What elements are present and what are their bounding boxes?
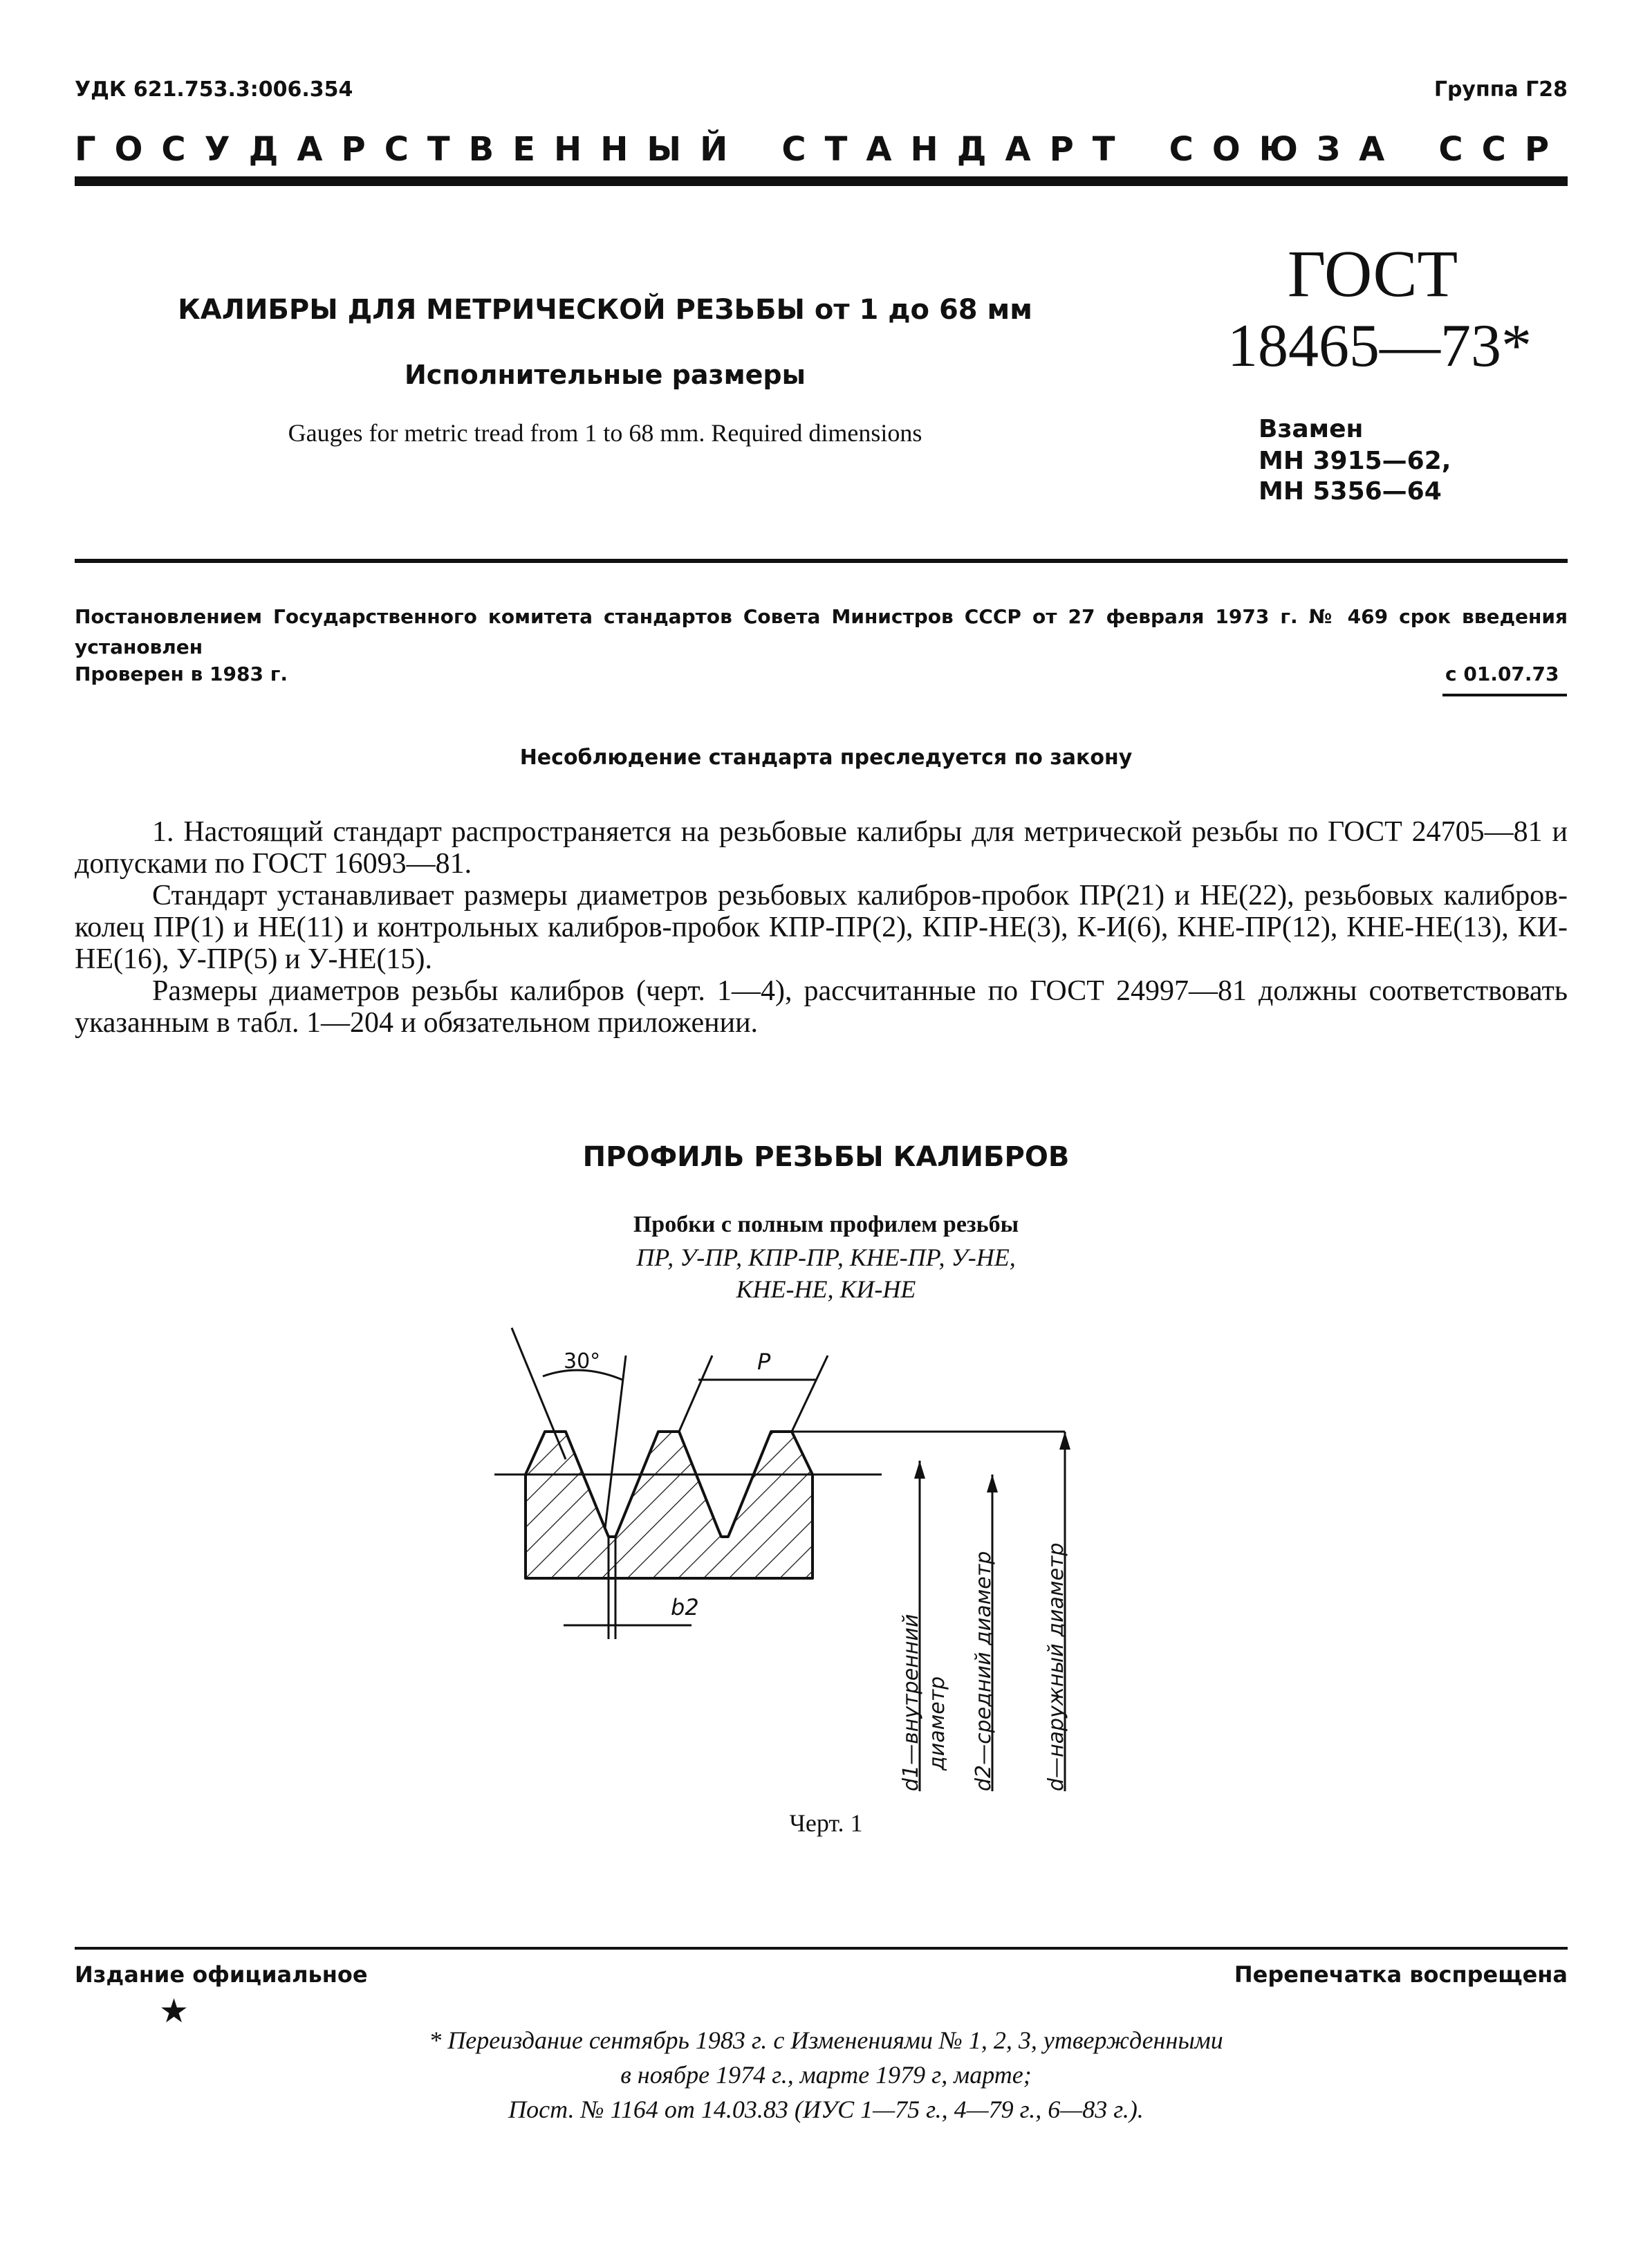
paragraph-3: Размеры диаметров резьбы калибров (черт. 1—4), рассчитанные по ГОСТ 24997—81 должны соответствовать указанным в табл. 1—204 и обязательном приложении. (75, 975, 1568, 1039)
footnote-line-1: * Переиздание сентябрь 1983 г. с Изменениями № 1, 2, 3, утвержденными (429, 2026, 1223, 2054)
replaced-standard: МН 5356—64 (1259, 477, 1442, 506)
d-arrowhead (1059, 1432, 1070, 1450)
thread-profile-drawing (484, 1314, 1176, 1798)
d1-label-2: диаметр (925, 1676, 949, 1771)
angle-leg-2 (605, 1356, 626, 1528)
pitch-ext-2 (792, 1356, 828, 1432)
checked-year: Проверен в 1983 г. (75, 663, 288, 685)
state-standard-banner (75, 130, 1568, 169)
b2-label: b2 (671, 1594, 699, 1620)
star-icon: ★ (159, 1992, 189, 2031)
replaces-list (1259, 446, 1451, 507)
pitch-label: P (757, 1349, 771, 1375)
figure-number: Черт. 1 (789, 1809, 863, 1837)
footnote-line-3: Пост. № 1164 от 14.03.83 (ИУС 1—75 г., 4—79 г., 6—83 г.). (508, 2096, 1144, 2123)
reissue-footnote (0, 2023, 1652, 2127)
d-label: d—наружный диаметр (1044, 1542, 1068, 1791)
replaces-label: Взамен (1259, 415, 1364, 443)
banner-word-2: СТАНДАРТ (781, 130, 1134, 169)
variants-line-1: ПР, У-ПР, КПР-ПР, КНЕ-ПР, У-НЕ, (636, 1244, 1016, 1271)
header-rule (75, 176, 1568, 186)
document-english-title: Gauges for metric tread from 1 to 68 mm. Required dimensions (288, 419, 922, 447)
angle-label: 30° (564, 1349, 601, 1374)
title-rule (75, 559, 1568, 563)
d2-label: d2—средний диаметр (972, 1551, 996, 1791)
law-notice: Несоблюдение стандарта преследуется по закону (519, 746, 1133, 770)
udk-code: УДК 621.753.3:006.354 (75, 77, 353, 102)
body-text (75, 816, 1568, 1039)
paragraph-1: 1. Настоящий стандарт распространяется на резьбовые калибры для метрической резьбы по ГОСТ 24705—81 и допусками по ГОСТ 16093—81. (75, 816, 1568, 880)
d1-label: d1—внутренний (899, 1614, 923, 1791)
banner-word-1: ГОСУДАРСТВЕННЫЙ (75, 130, 747, 169)
section-title: ПРОФИЛЬ РЕЗЬБЫ КАЛИБРОВ (582, 1141, 1070, 1173)
document-title: КАЛИБРЫ ДЛЯ МЕТРИЧЕСКОЙ РЕЗЬБЫ от 1 до 68 мм (178, 294, 1032, 326)
document-subtitle: Исполнительные размеры (404, 360, 806, 390)
paragraph-2: Стандарт устанавливает размеры диаметров резьбовых калибров-пробок ПР(21) и НЕ(22), резьбовых калибров-колец ПР(1) и НЕ(11) и контрольных калибров-пробок КПР-ПР(2), КПР-НЕ(3), К-И(6), КНЕ-ПР(12), КНЕ-НЕ(13), КИ-НЕ(16), У-ПР(5) и У-НЕ(15). (75, 880, 1568, 975)
variants-line-2: КНЕ-НЕ, КИ-НЕ (736, 1275, 916, 1303)
footnote-line-2: в ноябре 1974 г., марте 1979 г, марте; (620, 2061, 1032, 2089)
reprint-prohibited: Перепечатка воспрещена (1234, 1961, 1568, 1988)
thread-section (526, 1432, 813, 1578)
banner-word-3: СОЮЗА (1169, 130, 1404, 169)
gost-number: 18465—73* (1227, 313, 1532, 380)
effective-date: с 01.07.73 (1445, 663, 1559, 685)
group-code: Группа Г28 (1433, 77, 1568, 102)
official-edition: Издание официальное (75, 1961, 368, 1988)
angle-leg-1 (512, 1328, 566, 1459)
pitch-ext-1 (679, 1356, 712, 1432)
decree-text: Постановлением Государственного комитета стандартов Совета Министров СССР от 27 февраля 1973 г. № 469 срок введения установлен (75, 605, 1568, 658)
d1-arrowhead (914, 1461, 925, 1479)
effective-date-underline (1442, 694, 1567, 696)
figure-caption: Пробки с полным профилем резьбы (633, 1212, 1019, 1237)
d2-arrowhead (987, 1474, 998, 1492)
gost-label: ГОСТ (1287, 237, 1458, 311)
banner-word-4: ССР (1438, 130, 1568, 169)
figure-variants (0, 1241, 1652, 1305)
replaced-standard: МН 3915—62, (1259, 447, 1451, 475)
footer-rule (75, 1947, 1568, 1950)
